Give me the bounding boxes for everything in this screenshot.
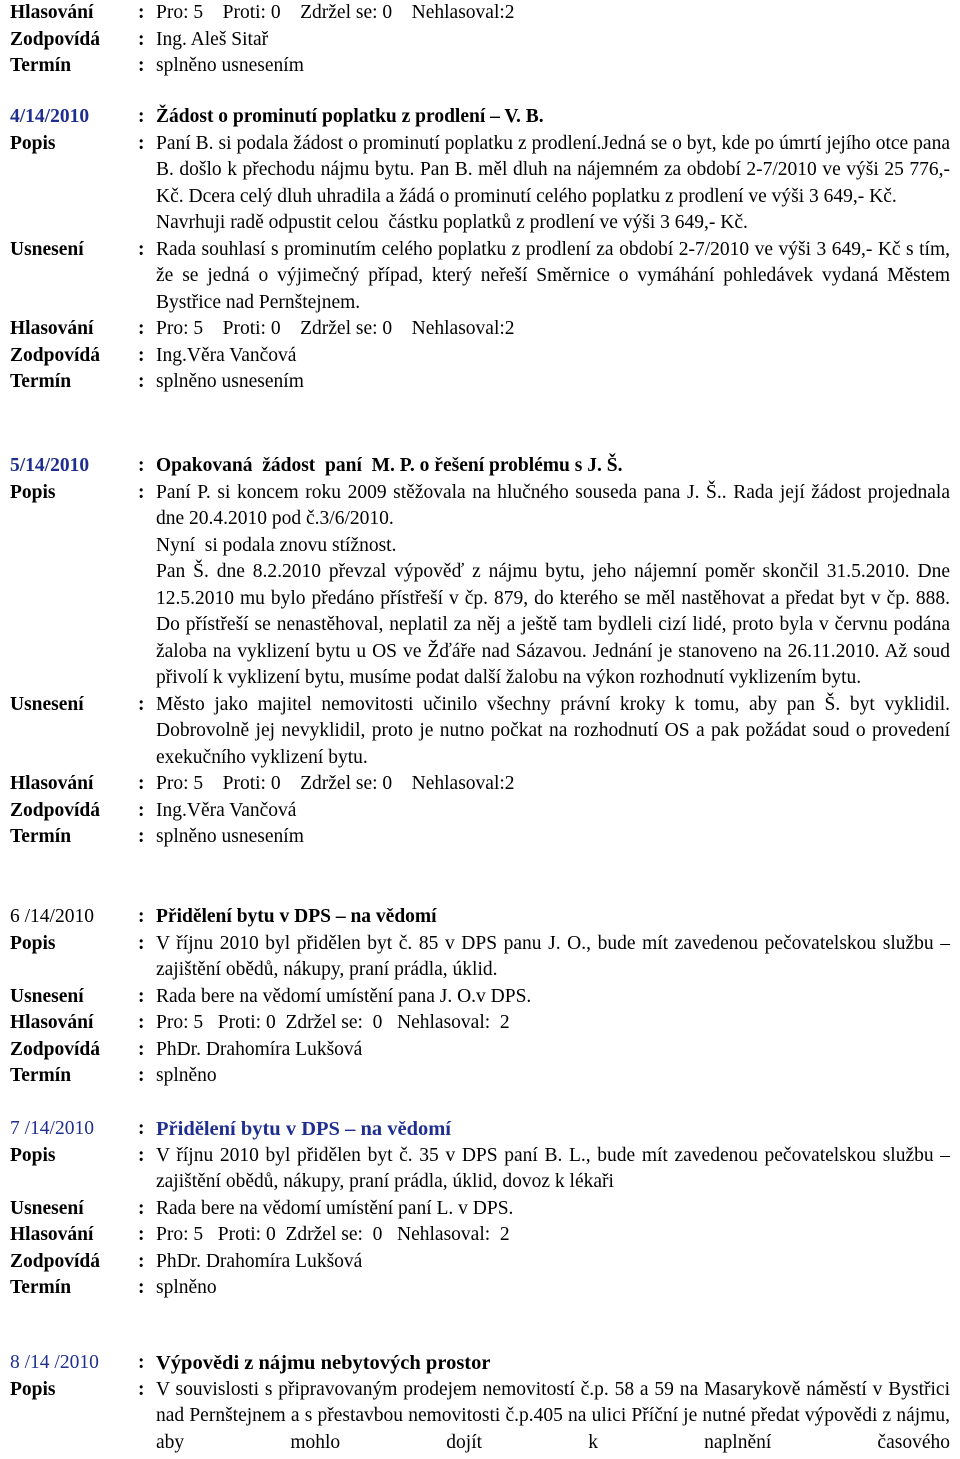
colon: :: [138, 1277, 145, 1298]
zodpovida-row: [0, 1037, 960, 1064]
termin-row: [0, 824, 960, 851]
item-title: Přidělení bytu v DPS – na vědomí: [156, 906, 437, 927]
hlasovani-label: Hlasování: [10, 1224, 94, 1245]
colon: :: [138, 132, 145, 154]
colon: :: [138, 1038, 145, 1060]
colon: :: [138, 55, 145, 76]
previous-item-tail: [0, 0, 960, 80]
hlasovani-row: [0, 0, 960, 27]
item-number: 7 /14/2010: [10, 1118, 94, 1139]
zodpovida-value: Ing.Věra Vančová: [156, 799, 297, 821]
item-heading: [0, 904, 960, 931]
colon: :: [138, 1197, 145, 1219]
item-8: [0, 1350, 960, 1456]
item-title: Opakovaná žádost paní M. P. o řešení problému s J. Š.: [156, 455, 623, 476]
usneseni-row: [0, 1196, 960, 1223]
hlasovani-value: Pro: 5 Proti: 0 Zdržel se: 0 Nehlasoval:2: [156, 2, 515, 23]
hlasovani-label: Hlasování: [10, 2, 94, 23]
zodpovida-label: Zodpovídá: [10, 799, 100, 821]
zodpovida-value: Ing. Aleš Sitař: [156, 28, 269, 50]
usneseni-text: Rada bere na vědomí umístění paní L. v DPS.: [156, 1197, 514, 1219]
hlasovani-value: Pro: 5 Proti: 0 Zdržel se: 0 Nehlasoval: 2: [156, 1224, 510, 1245]
colon: :: [138, 455, 145, 476]
item-number: 6 /14/2010: [10, 906, 94, 927]
usneseni-row: [0, 237, 960, 317]
colon: :: [138, 28, 145, 50]
zodpovida-value: PhDr. Drahomíra Lukšová: [156, 1038, 363, 1060]
item-5: [0, 453, 960, 851]
colon: :: [138, 238, 145, 260]
zodpovida-label: Zodpovídá: [10, 1250, 100, 1272]
termin-value: splněno usnesením: [156, 826, 304, 847]
item-heading: [0, 453, 960, 480]
popis-row: [0, 131, 960, 237]
hlasovani-row: [0, 1010, 960, 1037]
termin-label: Termín: [10, 371, 72, 392]
hlasovani-row: [0, 316, 960, 343]
item-number: 5/14/2010: [10, 455, 90, 476]
colon: :: [138, 906, 145, 927]
termin-row: [0, 1063, 960, 1090]
hlasovani-value: Pro: 5 Proti: 0 Zdržel se: 0 Nehlasoval:2: [156, 318, 515, 339]
termin-row: [0, 369, 960, 396]
item-number: 8 /14 /2010: [10, 1352, 99, 1373]
colon: :: [138, 1118, 145, 1139]
item-heading: [0, 1116, 960, 1143]
popis-row: [0, 931, 960, 984]
popis-label: Popis: [10, 132, 56, 154]
usneseni-label: Usnesení: [10, 1197, 84, 1219]
colon: :: [138, 2, 145, 23]
zodpovida-label: Zodpovídá: [10, 1038, 100, 1060]
colon: :: [138, 1065, 145, 1086]
item-heading: [0, 1350, 960, 1377]
zodpovida-label: Zodpovídá: [10, 28, 100, 50]
termin-label: Termín: [10, 826, 72, 847]
termin-row: [0, 1275, 960, 1302]
colon: :: [138, 826, 145, 847]
popis-label: Popis: [10, 1378, 56, 1400]
colon: :: [138, 1352, 145, 1373]
hlasovani-value: Pro: 5 Proti: 0 Zdržel se: 0 Nehlasoval:2: [156, 773, 515, 794]
usneseni-label: Usnesení: [10, 238, 84, 260]
termin-label: Termín: [10, 1277, 72, 1298]
usneseni-row: [0, 984, 960, 1011]
termin-value: splněno: [156, 1277, 217, 1298]
zodpovida-value: PhDr. Drahomíra Lukšová: [156, 1250, 363, 1272]
colon: :: [138, 985, 145, 1007]
colon: :: [138, 932, 145, 954]
zodpovida-label: Zodpovídá: [10, 344, 100, 366]
colon: :: [138, 1144, 145, 1166]
item-title: Žádost o prominutí poplatku z prodlení – V. B.: [156, 106, 544, 127]
popis-paragraph: Pan Š. dne 8.2.2010 převzal výpověď z nájmu bytu, jeho nájemní poměr skončil 31.5.2010. Dne 12.5.2010 mu bylo předáno přístřeší v čp. 879, do kterého se měl nastěhovat a předat byt v čp. 888. Do přístřeší se nenastěhoval, neplatil za něj a ještě tam bydleli cizí lidé, proto byla v červnu podána žaloba na vyklizení bytu u OS ve Žďáře nad Sázavou. Jednání je stanoveno na 26.11.2010. Až soud přivolí k vyklizení bytu, musíme podat další žalobu na výkon rozhodnutí vyklizením bytu.: [156, 561, 950, 688]
item-4: [0, 104, 960, 396]
termin-row: [0, 53, 960, 80]
popis-paragraph: Paní B. si podala žádost o prominutí poplatku z prodlení.Jedná se o byt, kde po úmrtí jejího otce pana B. došlo k přechodu nájmu bytu. Pan B. měl dluh na nájemném za období 2-7/2010 ve výši 25 776,- Kč. Dcera celý dluh uhradila a žádá o prominutí celého poplatku z prodlení ve výši 3 649,- Kč.: [156, 132, 950, 207]
termin-label: Termín: [10, 1065, 72, 1086]
usneseni-label: Usnesení: [10, 985, 84, 1007]
hlasovani-row: [0, 1222, 960, 1249]
popis-label: Popis: [10, 481, 56, 503]
popis-row: [0, 1377, 960, 1457]
popis-text: V říjnu 2010 byl přidělen byt č. 85 v DPS panu J. O., bude mít zavedenou pečovatelskou službu – zajištění obědů, nákupy, praní prádla, úklid.: [156, 932, 950, 980]
colon: :: [138, 318, 145, 339]
hlasovani-label: Hlasování: [10, 318, 94, 339]
termin-label: Termín: [10, 55, 72, 76]
popis-paragraph: Nyní si podala znovu stížnost.: [156, 534, 397, 556]
termin-value: splněno usnesením: [156, 371, 304, 392]
popis-text: V říjnu 2010 byl přidělen byt č. 35 v DPS paní B. L., bude mít zavedenou pečovatelskou službu – zajištění obědů, nákupy, praní prádla, úklid, dovoz k lékaři: [156, 1144, 950, 1192]
popis-row: [0, 1143, 960, 1196]
usneseni-text: Město jako majitel nemovitosti učinilo všechny právní kroky k tomu, aby pan Š. byt vyklidil. Dobrovolně jej nevyklidil, proto je nutno počkat na rozhodnutí OS a pak požádat soud o provedení exekučního vyklizení bytu.: [156, 693, 950, 768]
colon: :: [138, 1378, 145, 1400]
termin-value: splněno: [156, 1065, 217, 1086]
usneseni-text: Rada souhlasí s prominutím celého poplatku z prodlení za období 2-7/2010 ve výši 3 649,- Kč s tím, že se jedná o výjimečný případ, který neřeší Směrnice o vymáhání pohledávek vydaná Městem Bystřice nad Pernštejnem.: [156, 238, 950, 313]
zodpovida-row: [0, 27, 960, 54]
item-number: 4/14/2010: [10, 106, 90, 127]
popis-text: V souvislosti s připravovaným prodejem nemovitostí č.p. 58 a 59 na Masarykově náměstí v Bystřici nad Pernštejnem a s přestavbou nemovitosti č.p.405 na ulici Příční je nutné předat výpovědi z nájmu, aby mohlo dojít k naplnění časového: [156, 1378, 950, 1453]
hlasovani-label: Hlasování: [10, 1012, 94, 1033]
popis-paragraph: Navrhuji radě odpustit celou částku poplatků z prodlení ve výši 3 649,- Kč.: [156, 212, 748, 233]
colon: :: [138, 1250, 145, 1272]
item-heading: [0, 104, 960, 131]
item-title: Přidělení bytu v DPS – na vědomí: [156, 1118, 451, 1140]
usneseni-label: Usnesení: [10, 693, 84, 715]
hlasovani-value: Pro: 5 Proti: 0 Zdržel se: 0 Nehlasoval: 2: [156, 1012, 510, 1033]
item-7: [0, 1116, 960, 1302]
item-6: [0, 904, 960, 1090]
popis-paragraph: Paní P. si koncem roku 2009 stěžovala na hlučného souseda pana J. Š.. Rada její žádost projednala dne 20.4.2010 pod č.3/6/2010.: [156, 481, 950, 529]
zodpovida-row: [0, 343, 960, 370]
zodpovida-row: [0, 1249, 960, 1276]
colon: :: [138, 106, 145, 127]
zodpovida-row: [0, 798, 960, 825]
colon: :: [138, 1224, 145, 1245]
usneseni-text: Rada bere na vědomí umístění pana J. O.v DPS.: [156, 985, 532, 1007]
colon: :: [138, 371, 145, 392]
colon: :: [138, 481, 145, 503]
colon: :: [138, 773, 145, 794]
hlasovani-row: [0, 771, 960, 798]
colon: :: [138, 693, 145, 715]
item-title: Výpovědi z nájmu nebytových prostor: [156, 1352, 491, 1374]
colon: :: [138, 1012, 145, 1033]
popis-label: Popis: [10, 1144, 56, 1166]
usneseni-row: [0, 692, 960, 772]
termin-value: splněno usnesením: [156, 55, 304, 76]
colon: :: [138, 344, 145, 366]
colon: :: [138, 799, 145, 821]
hlasovani-label: Hlasování: [10, 773, 94, 794]
zodpovida-value: Ing.Věra Vančová: [156, 344, 297, 366]
popis-row: [0, 480, 960, 692]
popis-label: Popis: [10, 932, 56, 954]
